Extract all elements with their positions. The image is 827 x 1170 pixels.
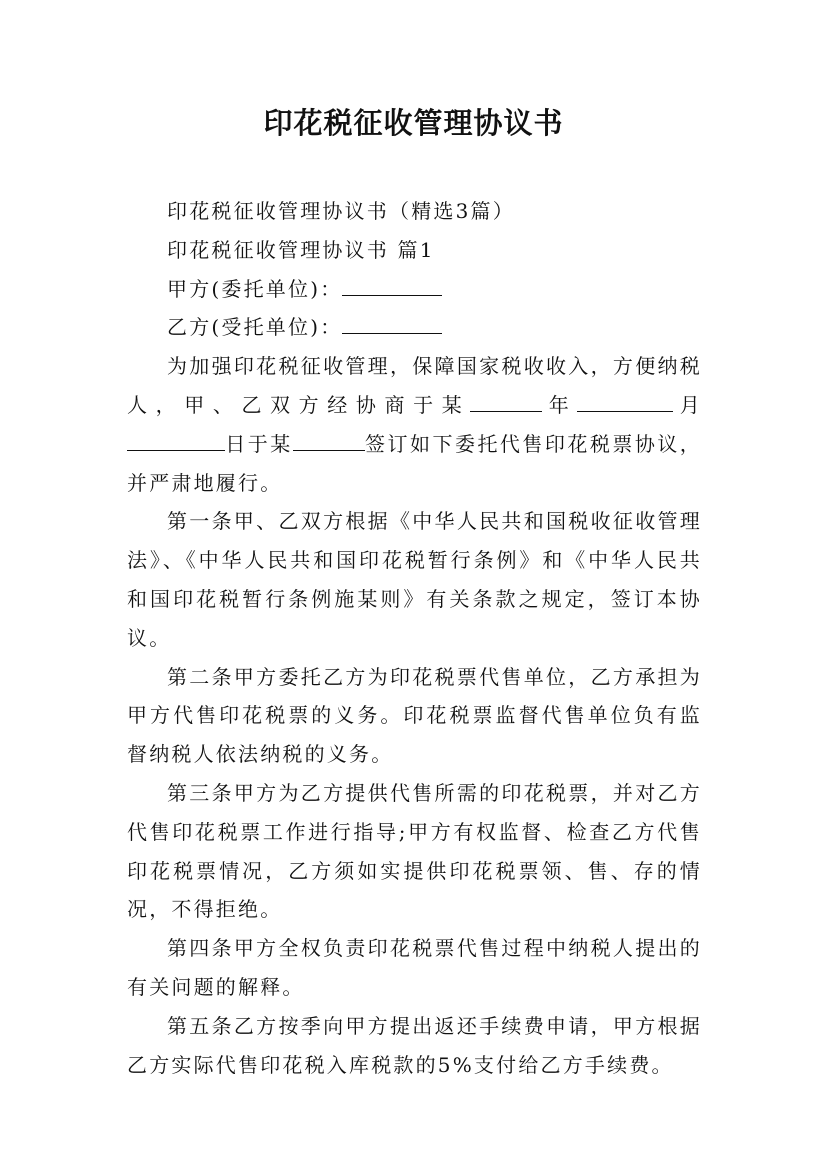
party-b-blank — [342, 312, 442, 334]
section-heading: 印花税征收管理协议书 篇1 — [167, 237, 435, 262]
month-blank — [577, 390, 673, 412]
intro-text-1: 为加强印花税征收管理，保障国家税收收入，方便纳税人，甲、乙双方经协商于某 — [127, 354, 702, 417]
party-a-blank — [342, 274, 442, 296]
intro-text-2: 日于某 — [225, 431, 293, 456]
month-label: 月 — [673, 392, 703, 417]
document-title: 印花税征收管理协议书 — [263, 106, 564, 140]
year-label: 年 — [542, 392, 578, 417]
day-blank — [127, 429, 225, 451]
document-subtitle: 印花税征收管理协议书（精选3篇） — [167, 199, 515, 223]
intro-paragraph — [127, 347, 702, 502]
party-a-line — [127, 270, 702, 309]
article-4: 第四条甲方全权负责印花税票代售过程中纳税人提出的有关问题的解释。 — [127, 936, 702, 999]
document-body — [127, 192, 702, 1084]
party-a-label: 甲方(委托单位)： — [167, 276, 343, 301]
article-3: 第三条甲方为乙方提供代售所需的印花税票，并对乙方代售印花税票工作进行指导;甲方有权监督、检查乙方代售印花税票情况，乙方须如实提供印花税票领、售、存的情况，不得拒绝。 — [127, 780, 702, 922]
party-b-line — [127, 308, 702, 347]
year-blank — [470, 390, 542, 412]
article-5: 第五条乙方按季向甲方提出返还手续费申请，甲方根据乙方实际代售印花税入库税款的5%支付给乙方手续费。 — [127, 1013, 702, 1077]
article-1: 第一条甲、乙双方根据《中华人民共和国税收征收管理法》、《中华人民共和国印花税暂行条例》和《中华人民共和国印花税暂行条例施某则》有关条款之规定，签订本协议。 — [127, 509, 702, 650]
intro-text-3: 签订如下委托代售印花税票协议，并严肃地履行。 — [127, 431, 703, 495]
party-b-label: 乙方(受托单位)： — [167, 315, 343, 340]
article-2: 第二条甲方委托乙方为印花税票代售单位，乙方承担为甲方代售印花税票的义务。印花税票监督代售单位负有监督纳税人依法纳税的义务。 — [127, 664, 702, 767]
place-blank — [293, 429, 365, 451]
